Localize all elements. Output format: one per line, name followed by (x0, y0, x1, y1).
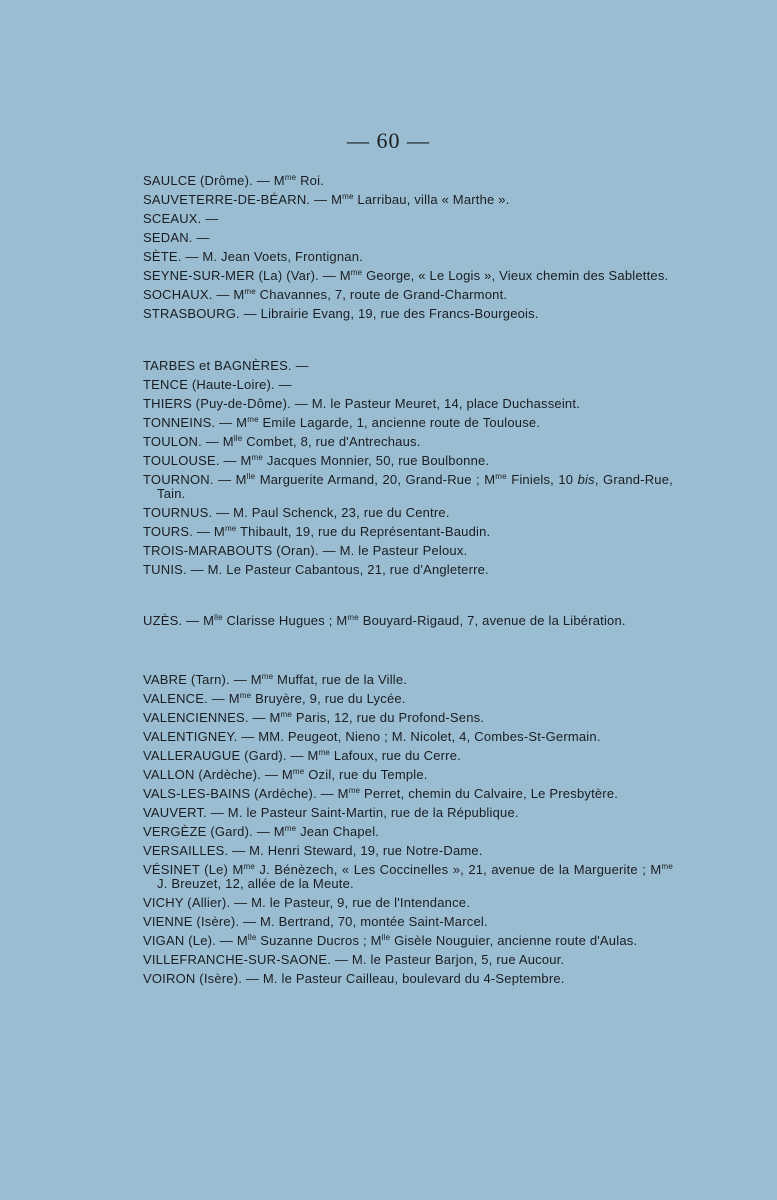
directory-entry: VALENCIENNES. — $M^{me}$ Paris, 12, rue du Profond-Sens. (143, 710, 485, 725)
directory-entry: SÈTE. — M. Jean Voets, Frontignan. (143, 249, 363, 264)
directory-entry: VIGAN (Le). — $M^{lle}$ Suzanne Ducros ; $M^{lle}$ Gisèle Nouguier, ancienne route d'Aulas. (143, 933, 638, 948)
directory-entry: SAUVETERRE-DE-BÉARN. — $M^{me}$ Larribau, villa « Marthe ». (143, 192, 510, 207)
directory-entry: TROIS-MARABOUTS (Oran). — M. le Pasteur Peloux. (143, 543, 468, 558)
directory-entry: VICHY (Allier). — M. le Pasteur, 9, rue de l'Intendance. (143, 895, 471, 910)
directory-entry: SOCHAUX. — $M^{me}$ Chavannes, 7, route de Grand-Charmont. (143, 287, 508, 302)
section-v (143, 673, 673, 986)
directory-entry: SAULCE (Drôme). — $M^{me}$ Roi. (143, 173, 325, 188)
directory-entry: TARBES et BAGNÈRES. — (143, 358, 309, 373)
directory-entry: TOULON. — $M^{lle}$ Combet, 8, rue d'Antrechaus. (143, 434, 421, 449)
directory-entry: VALENCE. — $M^{me}$ Bruyère, 9, rue du Lycée. (143, 691, 406, 706)
directory-entry: VALENTIGNEY. — MM. Peugeot, Nieno ; M. Nicolet, 4, Combes-St-Germain. (143, 729, 601, 744)
directory-entry: THIERS (Puy-de-Dôme). — M. le Pasteur Meuret, 14, place Duchasseint. (143, 396, 580, 411)
directory-entry: TUNIS. — M. Le Pasteur Cabantous, 21, rue d'Angleterre. (143, 562, 489, 577)
section-s (143, 174, 673, 321)
directory-entry: VILLEFRANCHE-SUR-SAONE. — M. le Pasteur Barjon, 5, rue Aucour. (143, 952, 565, 967)
directory-entry: SCEAUX. — (143, 211, 219, 226)
directory-entry: VIENNE (Isère). — M. Bertrand, 70, montée Saint-Marcel. (143, 914, 488, 929)
directory-entry: VAUVERT. — M. le Pasteur Saint-Martin, rue de la République. (143, 805, 519, 820)
directory-entry: VALLERAUGUE (Gard). — $M^{me}$ Lafoux, rue du Cerre. (143, 748, 461, 763)
directory-entry: VERSAILLES. — M. Henri Steward, 19, rue Notre-Dame. (143, 843, 483, 858)
directory-entry: SEYNE-SUR-MER (La) (Var). — $M^{me}$ George, « Le Logis », Vieux chemin des Sablettes. (143, 268, 669, 283)
directory-entry: STRASBOURG. — Librairie Evang, 19, rue des Francs-Bourgeois. (143, 306, 539, 321)
directory-entry: VABRE (Tarn). — $M^{me}$ Muffat, rue de la Ville. (143, 672, 408, 687)
directory-entry: SEDAN. — (143, 230, 210, 245)
directory-entry: VALS-LES-BAINS (Ardèche). — $M^{me}$ Perret, chemin du Calvaire, Le Presbytère. (143, 786, 619, 801)
directory-entry: TONNEINS. — $M^{me}$ Emile Lagarde, 1, ancienne route de Toulouse. (143, 415, 541, 430)
page-number: — 60 — (347, 128, 430, 153)
directory-entry: VERGÈZE (Gard). — $M^{me}$ Jean Chapel. (143, 824, 380, 839)
directory-entry: VÉSINET (Le) $M^{me}$ J. Bénèzech, « Les Coccinelles », 21, avenue de la Marguerite ; $M^{me}$ J. Breuzet, 12, allée de la Meute. (143, 862, 673, 891)
directory-entry: VOIRON (Isère). — M. le Pasteur Cailleau, boulevard du 4-Septembre. (143, 971, 565, 986)
section-u (143, 614, 673, 628)
directory-entry: TOULOUSE. — $M^{me}$ Jacques Monnier, 50, rue Boulbonne. (143, 453, 490, 468)
directory-entry: VALLON (Ardèche). — $M^{me}$ Ozil, rue du Temple. (143, 767, 428, 782)
directory-entry: UZÈS. — $M^{lle}$ Clarisse Hugues ; $M^{me}$ Bouyard-Rigaud, 7, avenue de la Libération. (143, 613, 626, 628)
directory-list (143, 174, 673, 991)
directory-entry: TOURNUS. — M. Paul Schenck, 23, rue du Centre. (143, 505, 450, 520)
directory-entry: TENCE (Haute-Loire). — (143, 377, 292, 392)
section-t (143, 359, 673, 577)
directory-entry: TOURNON. — $M^{lle}$ Marguerite Armand, 20, Grand-Rue ; $M^{me}$ Finiels, 10 bis, Grand-Rue, Tain. (143, 472, 673, 501)
directory-entry: TOURS. — $M^{me}$ Thibault, 19, rue du Représentant-Baudin. (143, 524, 491, 539)
